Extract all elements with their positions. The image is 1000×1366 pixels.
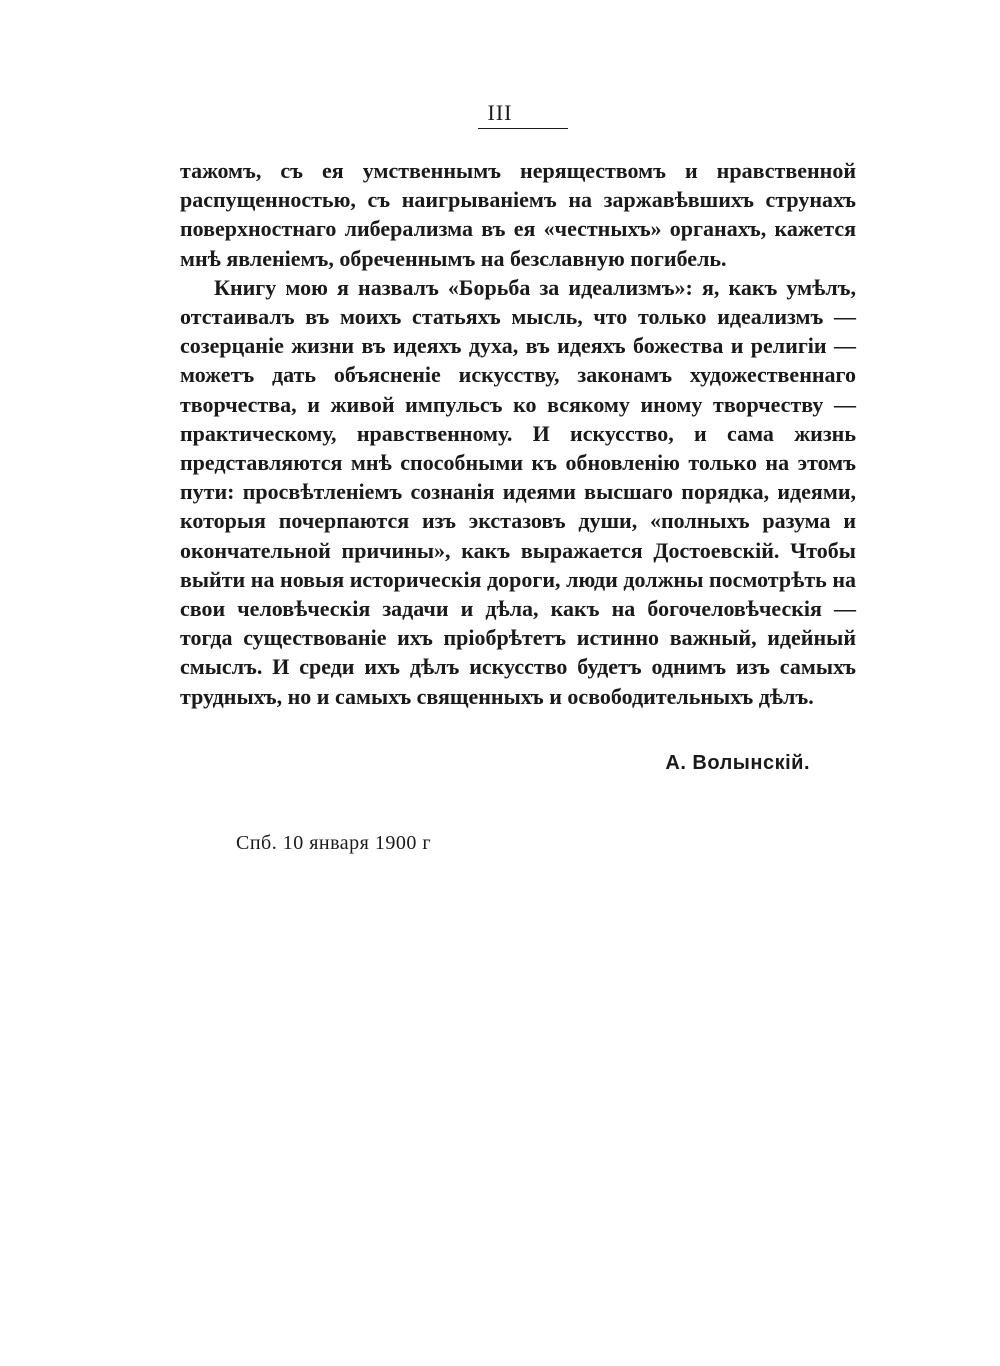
author-signature: А. Волынскій. [665, 752, 810, 774]
paragraph-continuation: тажомъ, съ ея умственнымъ неряществомъ и нравственной распущенностью, съ наигрываніемъ на заржавѣвшихъ струнахъ поверхностнаго либерализма въ ея «честныхъ» органахъ, кажется мнѣ явленіемъ, обреченнымъ на безславную погибель. [180, 158, 856, 271]
page-number: III [487, 100, 513, 125]
body-text [180, 156, 856, 711]
dateline: Спб. 10 января 1900 г [236, 832, 432, 854]
paragraph-main: Книгу мою я назвалъ «Борьба за идеализмъ»: я, какъ умѣлъ, отстаивалъ въ моихъ статьяхъ мысль, что только идеализмъ — созерцаніе жизни въ идеяхъ духа, въ идеяхъ божества и религіи — можетъ дать объясненіе искусству, законамъ художественнаго творчества, и живой импульсъ ко всякому иному творчеству — практическому, нравственному. И искусство, и сама жизнь представляются мнѣ способными къ обновленію только на этомъ пути: просвѣтленіемъ сознанія идеями высшаго порядка, идеями, которыя почерпаются изъ экстазовъ души, «полныхъ разума и окончательной причины», какъ выражается Достоевскій. Чтобы выйти на новыя историческія дороги, люди должны посмотрѣть на свои человѣческія задачи и дѣла, какъ на богочеловѣческія — тогда существованіе ихъ пріобрѣтетъ истинно важный, идейный смыслъ. И среди ихъ дѣлъ искусство будетъ однимъ изъ самыхъ трудныхъ, но и самыхъ священныхъ и освободительныхъ дѣлъ. [180, 274, 856, 709]
page-number-rule [478, 128, 568, 129]
